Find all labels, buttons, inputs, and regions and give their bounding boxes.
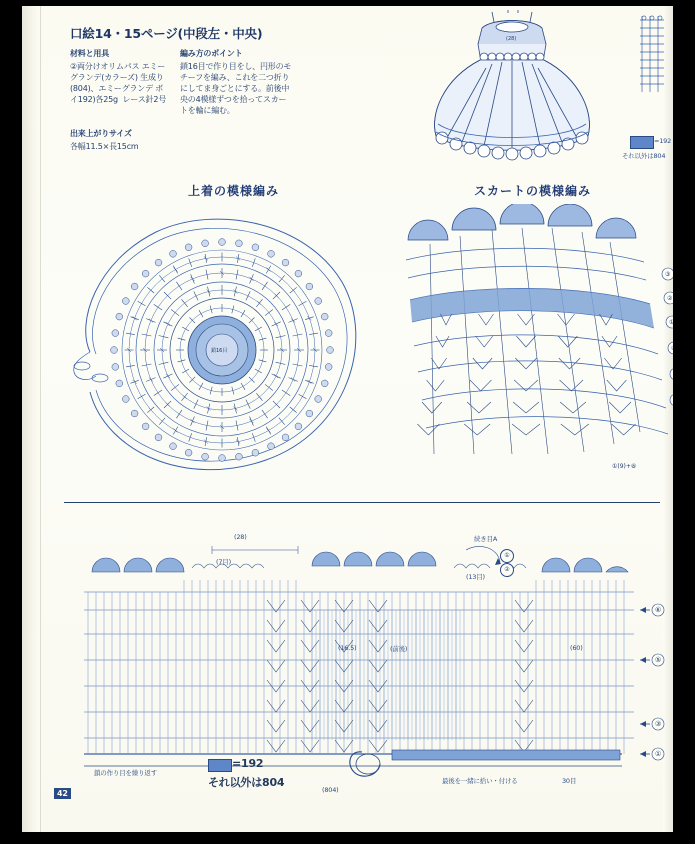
annotation-join-label: 続き目A [474, 535, 498, 543]
bottom-flat-chart [62, 514, 666, 804]
legend-other-label: それ以外は804 [208, 776, 285, 789]
svg-text:⑤: ⑤ [655, 656, 662, 664]
swatch-thumb-note: それ以外は804 [622, 152, 666, 160]
size-heading: 出来上がりサイズ [70, 129, 132, 138]
skirt-bottom-note: ①(9)+⑧ [612, 463, 637, 470]
page-number: 42 [54, 788, 71, 799]
marker-circle-1: ① [500, 549, 514, 563]
bodice-motif-chart [66, 202, 386, 492]
annotation-bottom-left: 鎖の作り目を繰り返す [94, 769, 158, 777]
svg-text:③: ③ [665, 271, 671, 278]
legend-color-swatch [208, 759, 232, 772]
section-divider [64, 502, 660, 503]
svg-text:(28): (28) [506, 36, 517, 42]
section-label-bodice: 上着の模様編み [188, 184, 280, 198]
points-body: 鎖16目で作り目をし、円形のモチーフを編み、これを二つ折りにしてま身ごとにする。前後中央の4模様ずつを拾ってスカートを輪に編む。 [180, 62, 292, 115]
points-heading: 編み方のポイント [180, 49, 243, 58]
svg-text:③: ③ [655, 720, 662, 728]
svg-text:④: ④ [671, 345, 677, 352]
size-body: 各幅11.5×長15cm [70, 142, 139, 151]
svg-text:⑥: ⑥ [655, 606, 662, 614]
annotation-bottom-mid: 最後を一緒に拾い・付ける [442, 777, 518, 785]
annotation-right-width: (60) [570, 644, 583, 652]
pattern-page [22, 6, 679, 832]
svg-text:①: ① [655, 750, 662, 758]
svg-text:②: ② [667, 295, 673, 302]
svg-text:鎖16目: 鎖16目 [211, 348, 228, 354]
materials-body: ②両分けオリムパス エミーグランデ(カラーズ) 生成り(804)、エミーグランデ ボイ192)各25g レース針2号 [70, 62, 167, 104]
annotation-start-yarn: (804) [322, 786, 339, 794]
section-label-skirt: スカートの模様編み [474, 184, 592, 198]
swatch-thumb-label: =192 [654, 137, 672, 145]
edge-chart-fragment [636, 12, 670, 132]
annotation-left-stitch: (7目) [216, 558, 231, 566]
materials-heading: 材料と用具 [70, 49, 109, 58]
annotation-top-width: (28) [234, 533, 247, 541]
color-swatch-thumb [630, 136, 654, 149]
page-title: 口絵14・15ページ(中段左・中央) [70, 26, 263, 41]
skirt-fan-chart: ③ ② ① ④ ⑤ ⑥ ①(9)+⑧ [400, 204, 673, 494]
marker-circle-2: ② [500, 563, 514, 577]
page-left-gutter [22, 6, 41, 832]
annotation-bottom-right: 30目 [562, 777, 577, 785]
legend-swatch-label: =192 [232, 757, 264, 770]
annotation-join-stitch: (13目) [466, 573, 485, 581]
annotation-mid-front-back: (前後) [390, 645, 408, 653]
svg-text:①: ① [669, 319, 675, 326]
garment-illustration [422, 10, 662, 168]
annotation-mid-width: (16.5) [338, 644, 357, 652]
